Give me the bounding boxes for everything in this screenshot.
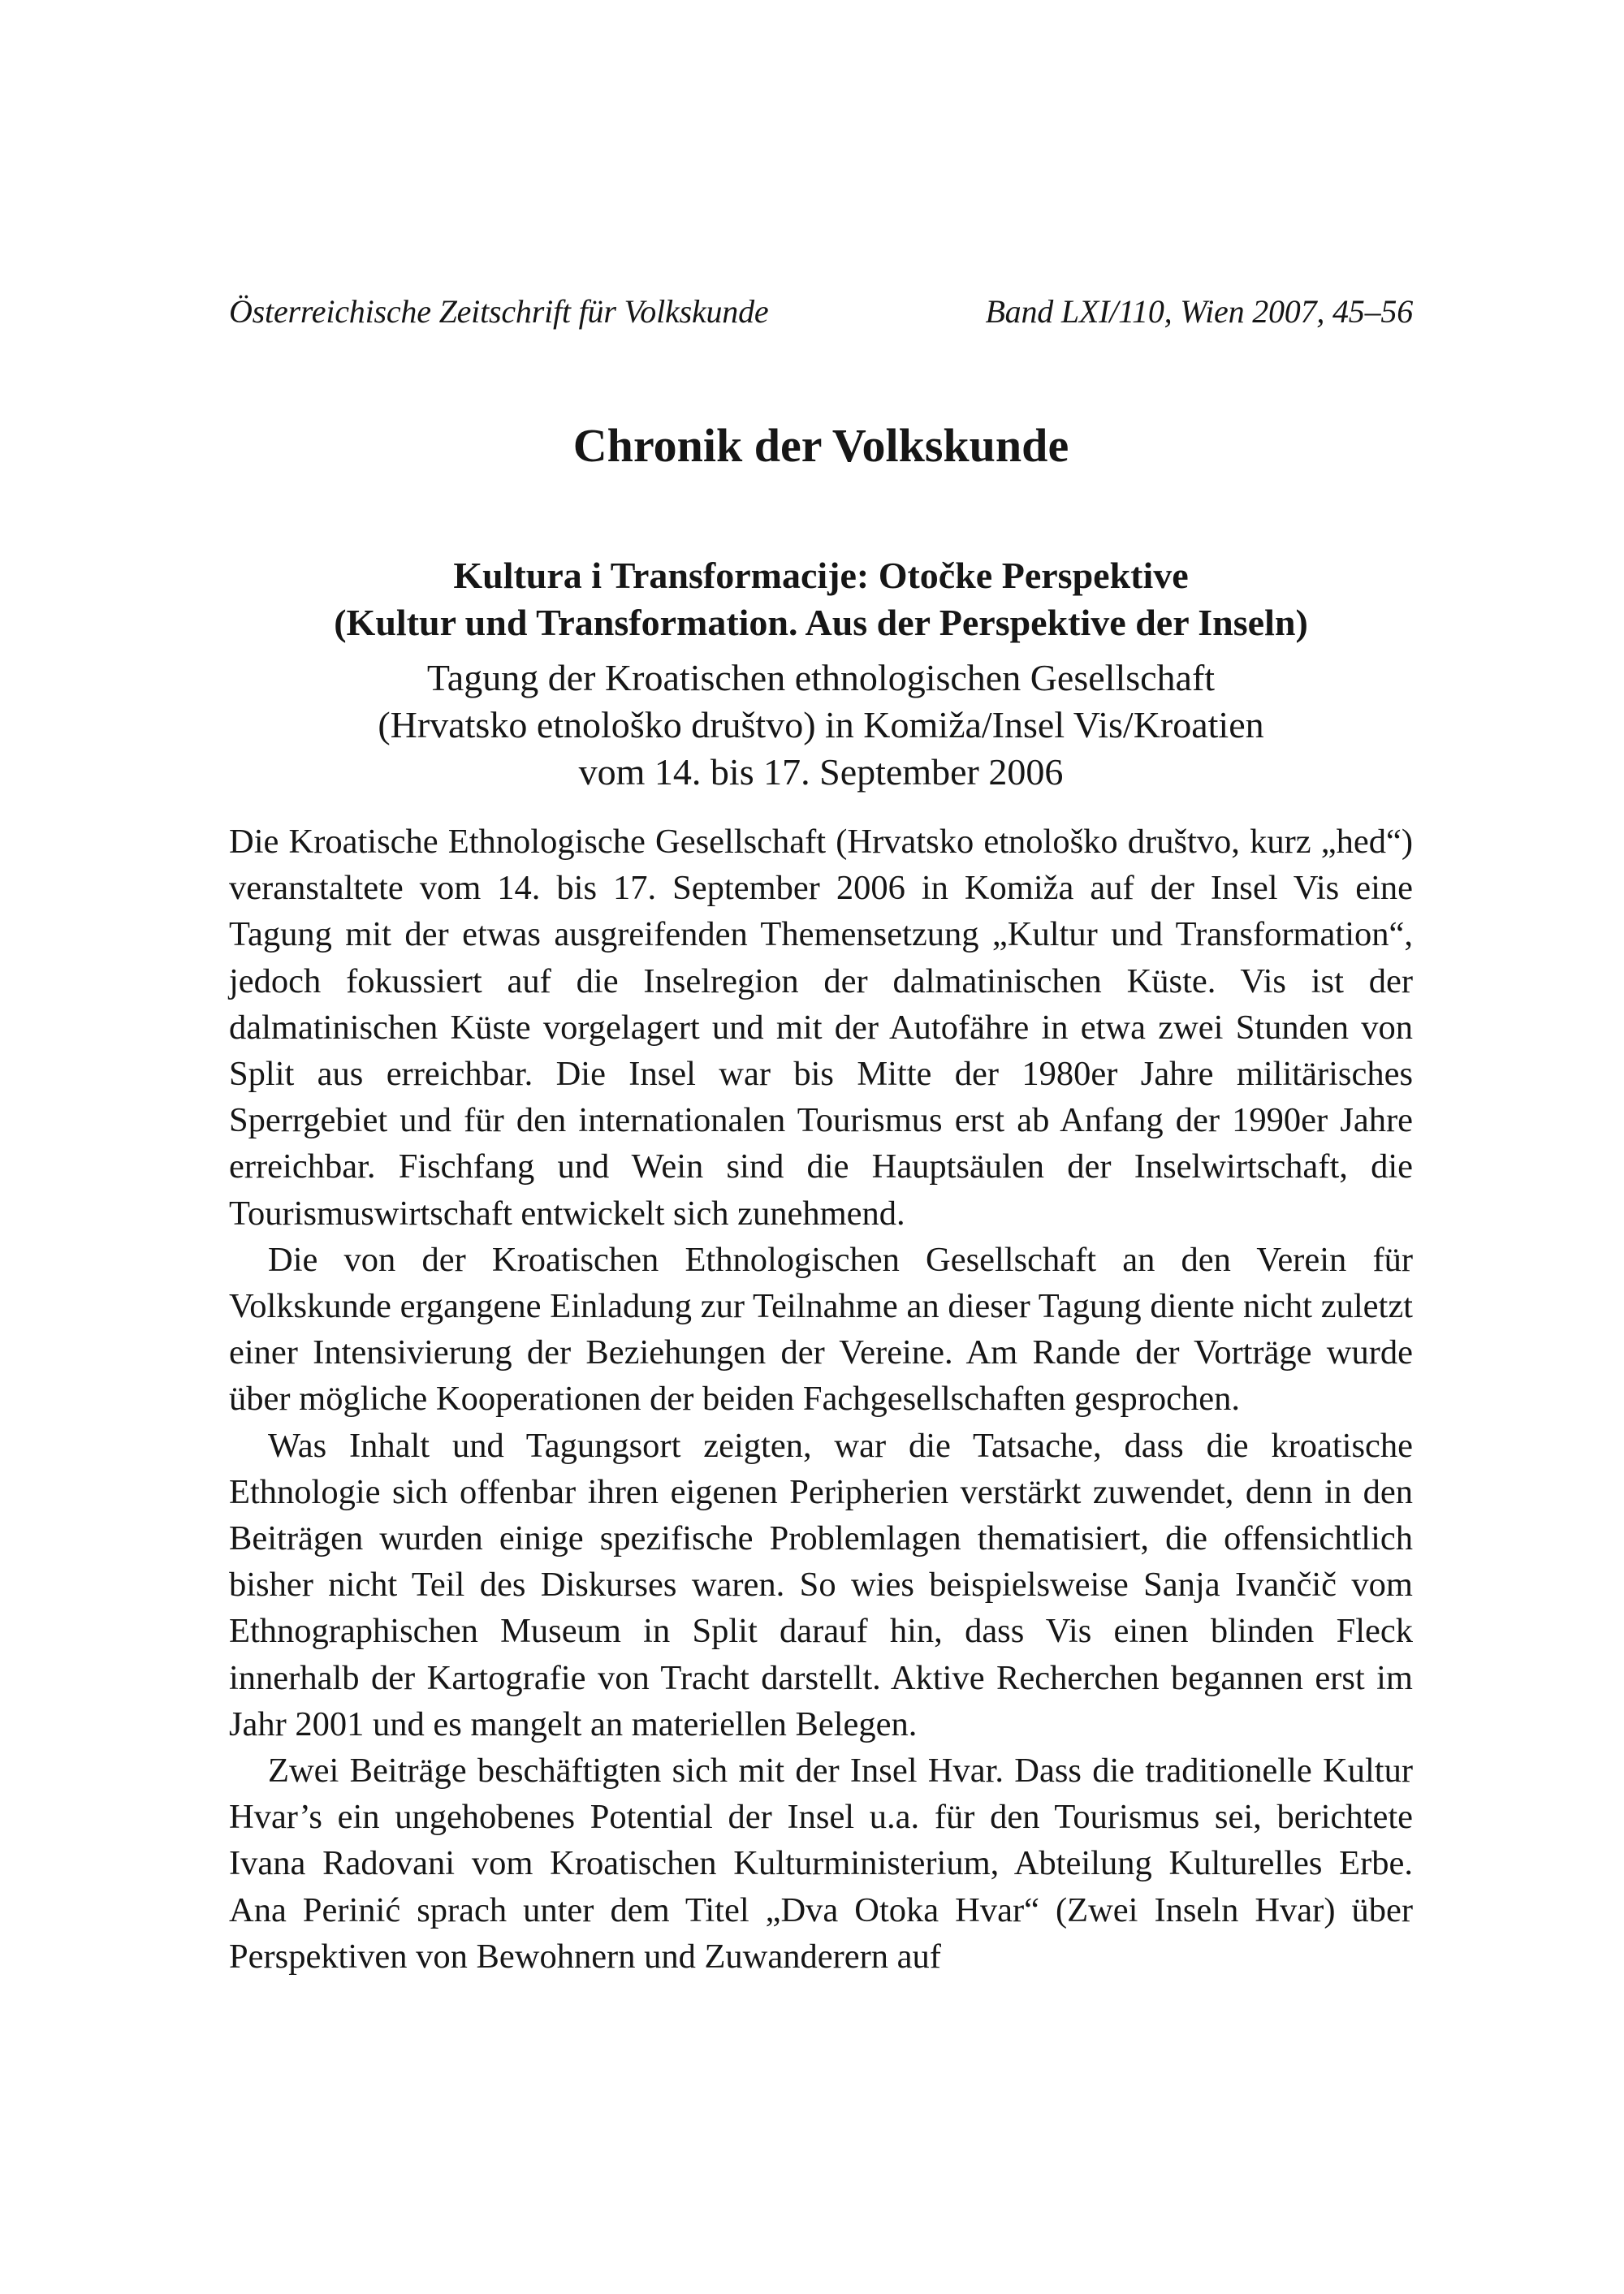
article-subtitle-line: Tagung der Kroatischen ethnologischen Gesellschaft (426, 657, 1216, 698)
article-subtitle-line: vom 14. bis 17. September 2006 (578, 751, 1064, 793)
body-paragraph: Was Inhalt und Tagungsort zeigten, war die Tatsache, dass die kroatische Ethnologie sich offenbar ihren eigenen Peripherien verstärkt zuwendet, denn in den Beiträgen wurden einige spezifische Problemlagen thematisiert, die offensichtlich bisher nicht Teil des Diskurses waren. So wies beispielsweise Sanja Ivančič vom Ethnographischen Museum in Split darauf hin, dass Vis einen blinden Fleck innerhalb der Kartografie von Tracht darstellt. Aktive Recherchen begannen erst im Jahr 2001 und es mangelt an materiellen Belegen. (229, 1426, 1413, 1743)
volume-info: Band LXI/110, Wien 2007, 45–56 (985, 293, 1413, 330)
article-title-line: Kultura i Transformacije: Otočke Perspektive (453, 555, 1189, 596)
page (229, 292, 1413, 1980)
body-paragraph: Die von der Kroatischen Ethnologischen Gesellschaft an den Verein für Volkskunde ergangene Einladung zur Teilnahme an dieser Tagung diente nicht zuletzt einer Intensivierung der Beziehungen der Vereine. Am Rande der Vorträge wurde über mögliche Kooperationen der beiden Fachgesellschaften gesprochen. (229, 1240, 1413, 1419)
running-head (229, 292, 1413, 331)
article-title-line: (Kultur und Transformation. Aus der Perspektive der Inseln) (334, 602, 1308, 643)
article-subtitle (229, 655, 1413, 796)
article-subtitle-line: (Hrvatsko etnološko društvo) in Komiža/Insel Vis/Kroatien (378, 704, 1264, 745)
body-paragraph: Die Kroatische Ethnologische Gesellschaft (Hrvatsko etnološko društvo, kurz „hed“) veranstaltete vom 14. bis 17. September 2006 in Komiža auf der Insel Vis eine Tagung mit der etwas ausgreifenden Themensetzung „Kultur und Transformation“, jedoch fokussiert auf die Inselregion der dalmatinischen Küste. Vis ist der dalmatinischen Küste vorgelagert und mit der Autofähre in etwa zwei Stunden von Split aus erreichbar. Die Insel war bis Mitte der 1980er Jahre militärisches Sperrgebiet und für den internationalen Tourismus erst ab Anfang der 1990er Jahre erreichbar. Fischfang und Wein sind die Hauptsäulen der Inselwirtschaft, die Tourismuswirtschaft entwickelt sich zunehmend. (229, 823, 1413, 1233)
article-body (229, 819, 1413, 1980)
body-paragraph: Zwei Beiträge beschäftigten sich mit der Insel Hvar. Dass die traditionelle Kultur Hvar’s ein ungehobenes Potential der Insel u.a. für den Tourismus sei, berichtete Ivana Radovani vom Kroatischen Kulturministerium, Abteilung Kulturelles Erbe. Ana Perinić sprach unter dem Titel „Dva Otoka Hvar“ (Zwei Inseln Hvar) über Perspektiven von Bewohnern und Zuwanderern auf (229, 1752, 1413, 1976)
journal-name: Österreichische Zeitschrift für Volkskunde (229, 293, 769, 330)
article-title (229, 552, 1413, 646)
section-title: Chronik der Volkskunde (572, 419, 1069, 472)
